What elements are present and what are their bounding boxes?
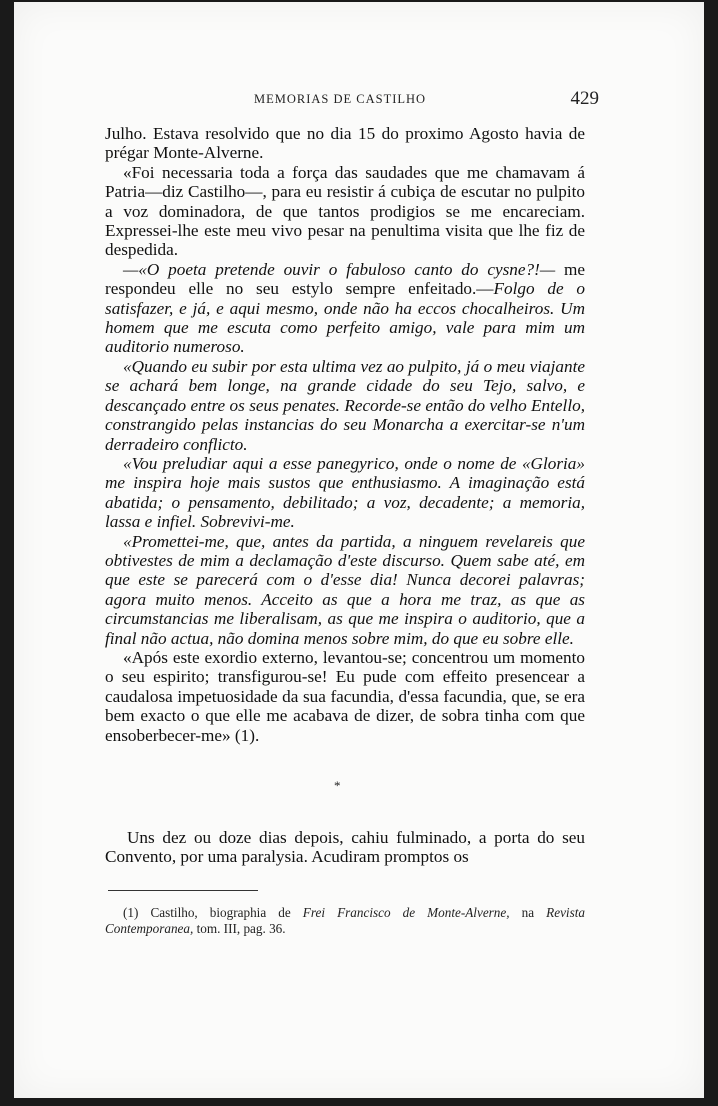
paragraph-3-lead: —«O poeta pretende ouvir o fabuloso canto do cysne?!— xyxy=(123,259,556,279)
paragraph-3-middle: me respondeu elle no seu estylo sempre enfeitado.— xyxy=(105,259,585,299)
paragraph-2: «Foi necessaria toda a força das saudades que me chamavam á Patria—diz Castilho—, para eu resistir á cubiça de escutar no pulpito a voz dominadora, de que tantos prodigios se me encareciam. Expressei-lhe este meu vivo pesar na penultima visita que lhe fiz de despedida. xyxy=(105,162,585,260)
paragraph-8: Uns dez ou doze dias depois, cahiu fulminado, a porta do seu Convento, por uma paralysia. Acudiram promptos os xyxy=(105,828,585,867)
footnote-marker: (1) Castilho, biographia de xyxy=(123,905,303,920)
footnote-title-1: Frei Francisco de Monte-Alverne, xyxy=(302,905,510,920)
paragraph-6: «Promettei-me, que, antes da partida, a ninguem revelareis que obtivestes de mim a declamação d'este discurso. Quem sabe até, em que este se parecerá com o d'esse dia! Nunca decorei palavras; agora muito menos. Acceito as que a hora me traz, as que as circumstancias me liberalisam, as que me inspira o auditorio, que a final não actua, não domina menos sobre mim, do que eu sobre elle. xyxy=(105,531,585,648)
footnote-mid: na xyxy=(509,905,547,920)
paragraph-7: «Após este exordio externo, levantou-se; concentrou um momento o seu espirito; transfigurou-se! Eu pude com effeito presencear a caudalosa impetuosidade da sua facundia, d'essa facundia, que, se era bem exacto o que elle me acabava de dizer, de sobra tinha com que ensoberbecer-me» (1). xyxy=(105,647,585,745)
paragraph-3-tail: Folgo de o satisfazer, e já, e aqui mesmo, onde não ha eccos chocalheiros. Um homem que me escuta como perfeito amigo, vale para mim um auditorio numeroso. xyxy=(105,279,585,357)
footnote-rule xyxy=(108,890,258,891)
footnote xyxy=(105,905,585,937)
paragraph-4: «Quando eu subir por esta ultima vez ao pulpito, já o meu viajante se achará bem longe, na grande cidade do seu Tejo, salvo, e descançado entre os seus penates. Recorde-se então do velho Entello, constrangido pelas instancias do seu Monarcha a exercitar-se n'um derradeiro conflicto. xyxy=(105,356,585,454)
footnote-tail: tom. III, pag. 36. xyxy=(193,921,286,936)
footnote-title-2: Revista Contemporanea, xyxy=(105,905,585,936)
section-ornament: * xyxy=(334,778,341,793)
paragraph-3 xyxy=(105,260,585,357)
main-text xyxy=(105,124,585,745)
page-header xyxy=(119,88,599,114)
page-number: 429 xyxy=(570,88,599,109)
paragraph-1: Julho. Estava resolvido que no dia 15 do proximo Agosto havia de prégar Monte-Alverne. xyxy=(105,124,585,163)
paragraph-5: «Vou preludiar aqui a esse panegyrico, onde o nome de «Gloria» me inspira hoje mais sustos que enthusiasmo. A imaginação está abatida; o pensamento, debilitado; a voz, decadente; a memoria, lassa e infiel. Sobrevivi-me. xyxy=(105,453,585,532)
running-title: MEMORIAS DE CASTILHO xyxy=(254,92,427,106)
